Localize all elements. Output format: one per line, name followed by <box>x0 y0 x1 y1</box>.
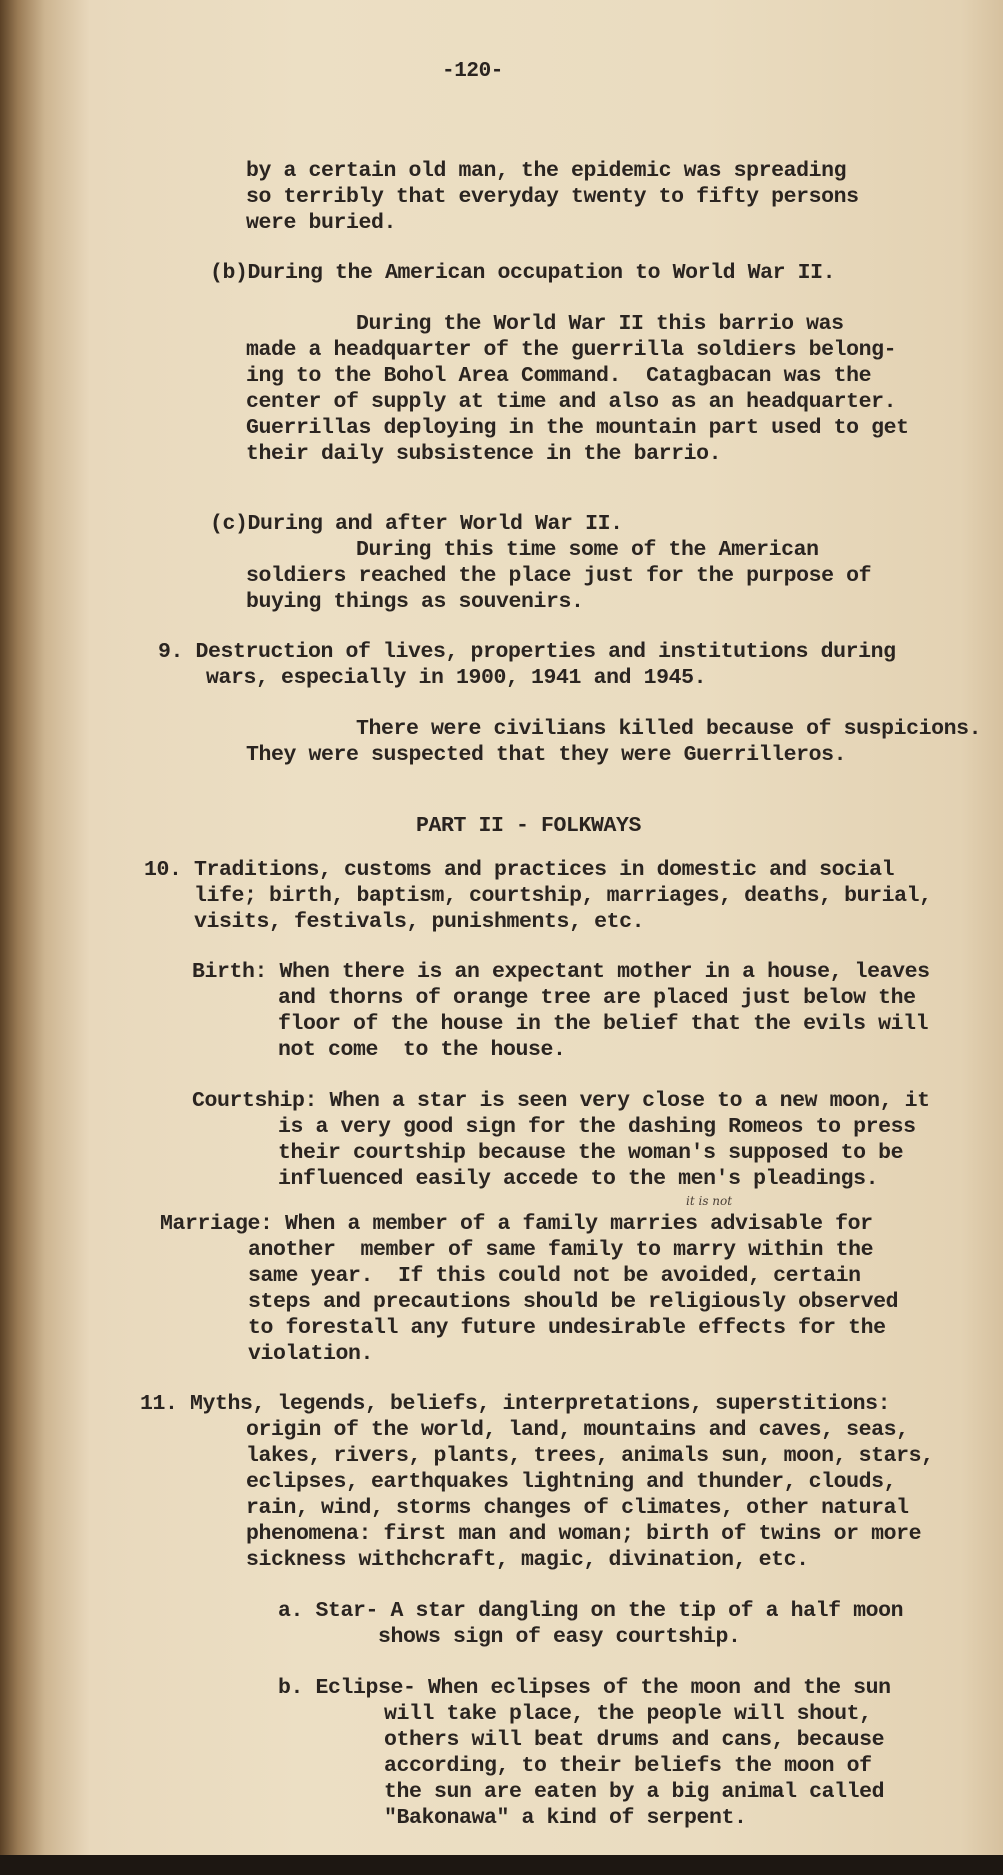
text-line: others will beat drums and cans, because <box>384 1728 885 1752</box>
handwritten-insertion: it is not <box>686 1194 733 1208</box>
text-line: by a certain old man, the epidemic was spreading <box>246 159 847 183</box>
text-line: same year. If this could not be avoided, certain <box>248 1264 861 1288</box>
text-line: Guerrillas deploying in the mountain part used to get <box>246 416 909 440</box>
text-line: origin of the world, land, mountains and caves, seas, <box>246 1418 909 1442</box>
item-heading: 9. Destruction of lives, properties and institutions during <box>158 640 896 664</box>
text-line: and thorns of orange tree are placed just below the <box>278 986 916 1010</box>
text-line: visits, festivals, punishments, etc. <box>194 910 645 934</box>
text-line: were buried. <box>246 211 397 235</box>
item-heading: 11. Myths, legends, beliefs, interpretations, superstitions: <box>140 1392 891 1416</box>
text-line: During this time some of the American <box>356 538 819 562</box>
page-number: -120- <box>442 60 504 83</box>
text-line: not come to the house. <box>278 1038 566 1062</box>
text-line: will take place, the people will shout, <box>384 1702 872 1726</box>
text-line: so terribly that everyday twenty to fifty persons <box>246 185 859 209</box>
text-line: shows sign of easy courtship. <box>378 1625 741 1649</box>
text-line: to forestall any future undesirable effects for the <box>248 1316 886 1340</box>
text-line: floor of the house in the belief that the evils will <box>278 1012 929 1036</box>
text-line: There were civilians killed because of suspicions. <box>356 717 982 741</box>
text-line: their courtship because the woman's supposed to be <box>278 1141 904 1165</box>
section-heading: (b)During the American occupation to World War II. <box>210 261 836 285</box>
text-line: center of supply at time and also as an headquarter. <box>246 390 897 414</box>
text-line: eclipses, earthquakes lightning and thunder, clouds, <box>246 1470 897 1494</box>
text-line: another member of same family to marry within the <box>248 1238 874 1262</box>
text-line: violation. <box>248 1342 374 1366</box>
part-heading: PART II - FOLKWAYS <box>416 814 642 838</box>
text-line: b. Eclipse- When eclipses of the moon and the sun <box>278 1676 891 1700</box>
text-line: They were suspected that they were Guerrilleros. <box>246 743 847 767</box>
text-line: wars, especially in 1900, 1941 and 1945. <box>206 666 707 690</box>
text-line: During the World War II this barrio was <box>356 312 844 336</box>
text-line: phenomena: first man and woman; birth of twins or more <box>246 1522 922 1546</box>
text-line: ing to the Bohol Area Command. Catagbacan was the <box>246 364 872 388</box>
text-line: steps and precautions should be religiously observed <box>248 1290 899 1314</box>
text-line: Courtship: When a star is seen very close to a new moon, it <box>192 1089 930 1113</box>
item-heading: 10. Traditions, customs and practices in domestic and social <box>144 858 895 882</box>
text-line: the sun are eaten by a big animal called <box>384 1780 885 1804</box>
text-line: buying things as souvenirs. <box>246 590 584 614</box>
text-line: their daily subsistence in the barrio. <box>246 442 722 466</box>
text-line: Marriage: When a member of a family marries advisable for <box>160 1212 873 1236</box>
text-line: lakes, rivers, plants, trees, animals sun, moon, stars, <box>246 1444 934 1468</box>
text-line: made a headquarter of the guerrilla soldiers belong- <box>246 338 897 362</box>
text-line: influenced easily accede to the men's pleadings. <box>278 1167 879 1191</box>
text-line: according, to their beliefs the moon of <box>384 1754 872 1778</box>
text-line: sickness withchcraft, magic, divination, etc. <box>246 1548 809 1572</box>
text-line: "Bakonawa" a kind of serpent. <box>384 1806 747 1830</box>
scan-edge <box>0 1855 1003 1875</box>
section-heading: (c)During and after World War II. <box>210 512 623 536</box>
text-line: life; birth, baptism, courtship, marriages, deaths, burial, <box>194 884 932 908</box>
text-line: a. Star- A star dangling on the tip of a half moon <box>278 1599 904 1623</box>
text-line: is a very good sign for the dashing Romeos to press <box>278 1115 916 1139</box>
text-line: Birth: When there is an expectant mother in a house, leaves <box>192 960 930 984</box>
text-line: rain, wind, storms changes of climates, other natural <box>246 1496 909 1520</box>
text-line: soldiers reached the place just for the purpose of <box>246 564 872 588</box>
